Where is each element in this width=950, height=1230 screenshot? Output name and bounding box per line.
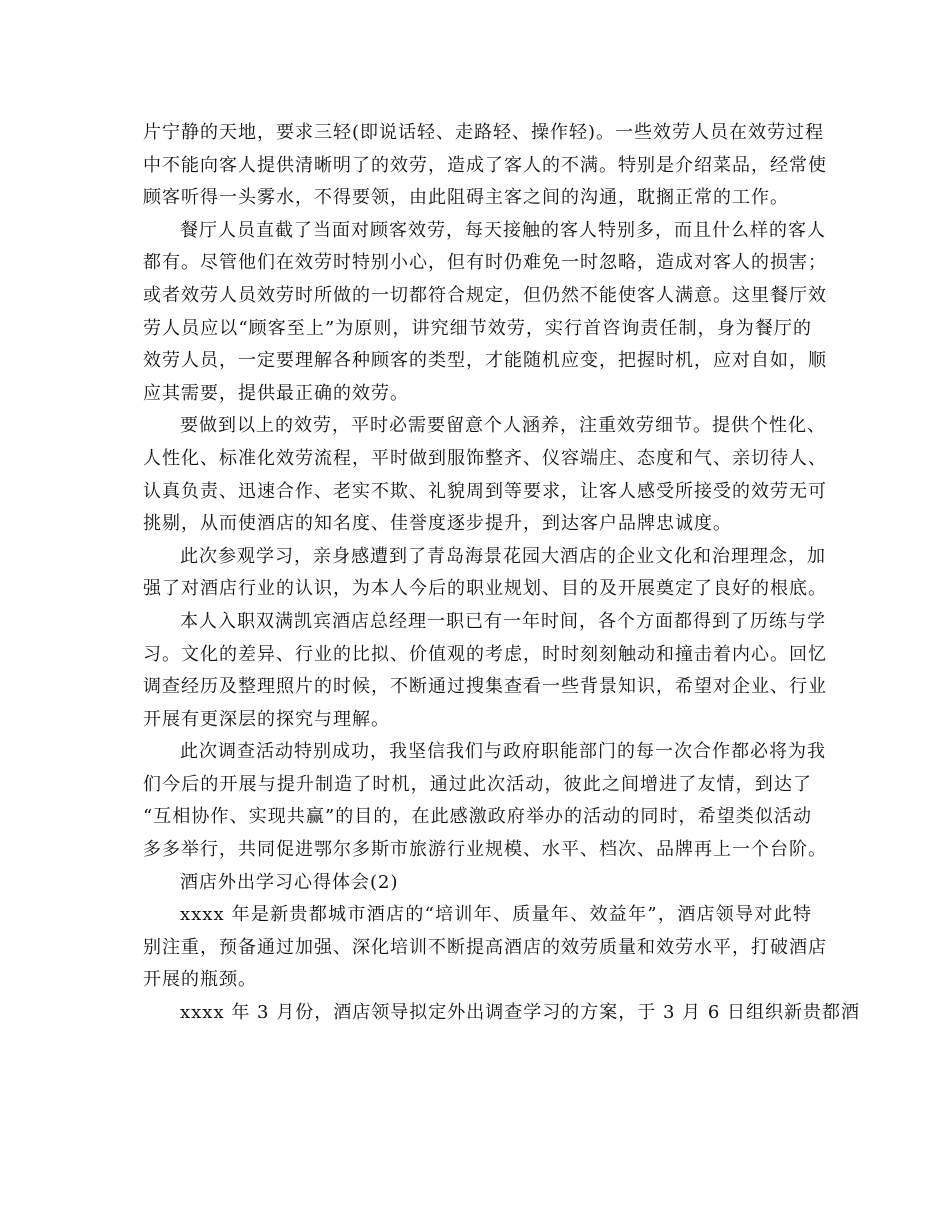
text-line: 们今后的开展与提升制造了时机，通过此次活动，彼此之间增进了友情，到达了: [143, 773, 812, 795]
paragraph-4: [143, 541, 827, 606]
text-line: 别注重，预备通过加强、深化培训不断提高酒店的效劳质量和效劳水平，打破酒店: [143, 936, 827, 958]
text-line: xxxx 年是新贵都城市酒店的“培训年、质量年、效益年”，酒店领导对此特: [180, 904, 812, 926]
text-line: xxxx 年 3 月份，酒店领导拟定外出调查学习的方案，于 3 月 6 日组织新贵都酒: [180, 1002, 861, 1024]
paragraph-1: [143, 117, 827, 215]
section-heading: [143, 867, 812, 900]
text-line: 调查经历及整理照片的时候，不断通过搜集查看一些背景知识，希望对企业、行业: [143, 676, 827, 698]
text-line: 要做到以上的效劳，平时必需要留意个人涵养，注重效劳细节。提供个性化、: [180, 415, 826, 437]
paragraph-5: [143, 606, 827, 736]
text-line: 此次参观学习，亲身感遭到了青岛海景花园大酒店的企业文化和治理理念，加: [180, 545, 826, 567]
text-line: 效劳人员，一定要理解各种顾客的类型，才能随机应变，把握时机，应对自如，顺: [143, 350, 827, 372]
text-line: 都有。尽管他们在效劳时特别小心，但有时仍难免一时忽略，造成对客人的损害；: [143, 252, 827, 274]
text-line: 或者效劳人员效劳时所做的一切都符合规定，但仍然不能使客人满意。这里餐厅效: [143, 284, 827, 306]
text-line: 片宁静的天地，要求三轻(即说话轻、走路轻、操作轻)。一些效劳人员在效劳过程: [143, 122, 825, 143]
text-line: 强了对酒店行业的认识，为本人今后的职业规划、目的及开展奠定了良好的根底。: [143, 578, 827, 600]
text-line: 本人入职双满凯宾酒店总经理一职已有一年时间，各个方面都得到了历练与学: [180, 610, 826, 632]
text-line: 认真负责、迅速合作、老实不欺、礼貌周到等要求，让客人感受所接受的效劳无可: [143, 480, 827, 502]
text-line: 顾客听得一头雾水，不得要领，由此阻碍主客之间的沟通，耽搁正常的工作。: [143, 187, 789, 209]
text-line: 此次调查活动特别成功，我坚信我们与政府职能部门的每一次合作都必将为我: [180, 741, 826, 763]
paragraph-6: [143, 736, 827, 866]
text-line: 劳人员应以“顾客至上”为原则，讲究细节效劳，实行首咨询责任制，身为餐厅的: [143, 317, 812, 339]
text-line: 应其需要，提供最正确的效劳。: [143, 382, 409, 404]
heading-line: 酒店外出学习心得体会(2): [180, 871, 399, 893]
text-line: 多多举行，共同促进鄂尔多斯市旅游行业规模、水平、档次、品牌再上一个台阶。: [143, 839, 827, 861]
text-line: 开展有更深层的探究与理解。: [143, 708, 390, 730]
text-line: 人性化、标准化效劳流程，平时做到服饰整齐、仪容端庄、态度和气、亲切待人、: [143, 447, 827, 469]
paragraph-3: [143, 410, 827, 540]
document-page: [143, 117, 861, 1030]
paragraph-9: [143, 997, 861, 1030]
text-line: 中不能向客人提供清晰明了的效劳，造成了客人的不满。特别是介绍菜品，经常使: [143, 154, 827, 176]
text-line: “互相协作、实现共赢”的目的，在此感激政府举办的活动的同时，希望类似活动: [143, 806, 812, 828]
text-line: 习。文化的差异、行业的比拟、价值观的考虑，时时刻刻触动和撞击着内心。回忆: [143, 643, 827, 665]
paragraph-8: [143, 899, 827, 997]
paragraph-2: [143, 215, 827, 411]
text-line: 挑剔，从而使酒店的知名度、佳誉度逐步提升，到达客户品牌忠诚度。: [143, 513, 732, 535]
text-line: 开展的瓶颈。: [143, 969, 257, 991]
text-line: 餐厅人员直截了当面对顾客效劳，每天接触的客人特别多，而且什么样的客人: [180, 219, 826, 241]
